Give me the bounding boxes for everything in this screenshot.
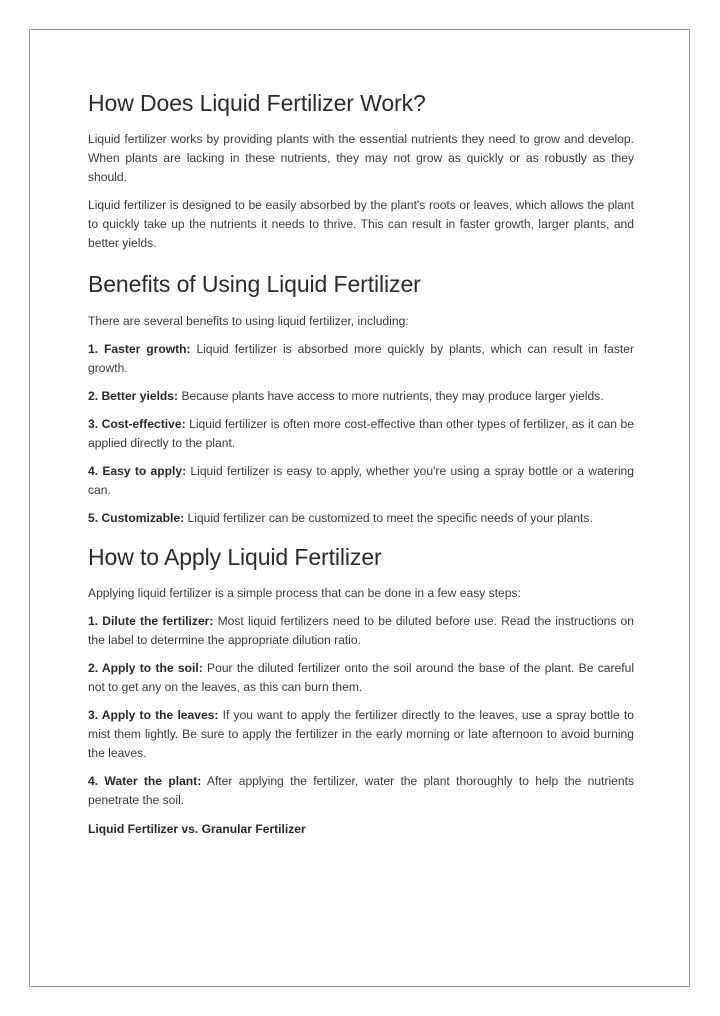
section-how-to-apply <box>88 542 634 839</box>
item-text: If you want to apply the fertilizer directly to the leaves, use a spray bottle to mist them lightly. Be sure to apply the fertilizer in the early morning or late afternoon to avoid burning the leaves. <box>88 708 634 760</box>
item-label: 3. Apply to the leaves: <box>88 708 219 722</box>
item-label: 5. Customizable: <box>88 511 185 525</box>
item-label: 1. Dilute the fertilizer: <box>88 614 214 628</box>
section-benefits <box>88 269 634 528</box>
section-how-it-works <box>88 88 634 253</box>
list-item <box>88 706 634 763</box>
section-lead: There are several benefits to using liquid fertilizer, including: <box>88 314 409 328</box>
list-item <box>88 462 634 500</box>
item-label: 4. Water the plant: <box>88 774 202 788</box>
item-text: Liquid fertilizer can be customized to meet the specific needs of your plants. <box>184 511 593 525</box>
paragraph: Liquid fertilizer is designed to be easily absorbed by the plant's roots or leaves, which allows the plant to quickly take up the nutrients it needs to thrive. This can result in faster growth, larger plants, and better yields. <box>88 198 634 250</box>
item-label: 2. Better yields: <box>88 389 179 403</box>
section-heading: Benefits of Using Liquid Fertilizer <box>88 271 421 297</box>
section-lead: Applying liquid fertilizer is a simple process that can be done in a few easy steps: <box>88 586 521 600</box>
item-label: 2. Apply to the soil: <box>88 661 203 675</box>
list-item <box>88 612 634 650</box>
item-text: Liquid fertilizer is often more cost-effective than other types of fertilizer, as it can be applied directly to the plant. <box>88 417 634 450</box>
list-item <box>88 659 634 697</box>
item-label: 3. Cost-effective: <box>88 417 186 431</box>
item-label: 4. Easy to apply: <box>88 464 187 478</box>
item-text: After applying the fertilizer, water the plant thoroughly to help the nutrients penetrate the soil. <box>88 774 634 807</box>
item-label: 1. Faster growth: <box>88 342 191 356</box>
paragraph: Liquid fertilizer works by providing plants with the essential nutrients they need to grow and develop. When plants are lacking in these nutrients, they may not grow as quickly or as robustly as they should. <box>88 132 634 184</box>
list-item <box>88 772 634 810</box>
section-heading: How to Apply Liquid Fertilizer <box>88 544 382 570</box>
item-text: Liquid fertilizer is easy to apply, whether you're using a spray bottle or a watering can. <box>88 464 634 497</box>
list-item <box>88 340 634 378</box>
item-text: Most liquid fertilizers need to be diluted before use. Read the instructions on the label to determine the appropriate dilution ratio. <box>88 614 634 647</box>
list-item <box>88 415 634 453</box>
item-text: Pour the diluted fertilizer onto the soil around the base of the plant. Be careful not to get any on the leaves, as this can burn them. <box>88 661 635 694</box>
document-content <box>88 88 634 839</box>
subheading: Liquid Fertilizer vs. Granular Fertilizer <box>88 822 306 836</box>
section-heading: How Does Liquid Fertilizer Work? <box>88 90 426 116</box>
list-item <box>88 387 634 406</box>
item-text: Because plants have access to more nutrients, they may produce larger yields. <box>178 389 604 403</box>
list-item <box>88 509 634 528</box>
item-text: Liquid fertilizer is absorbed more quickly by plants, which can result in faster growth. <box>88 342 635 375</box>
